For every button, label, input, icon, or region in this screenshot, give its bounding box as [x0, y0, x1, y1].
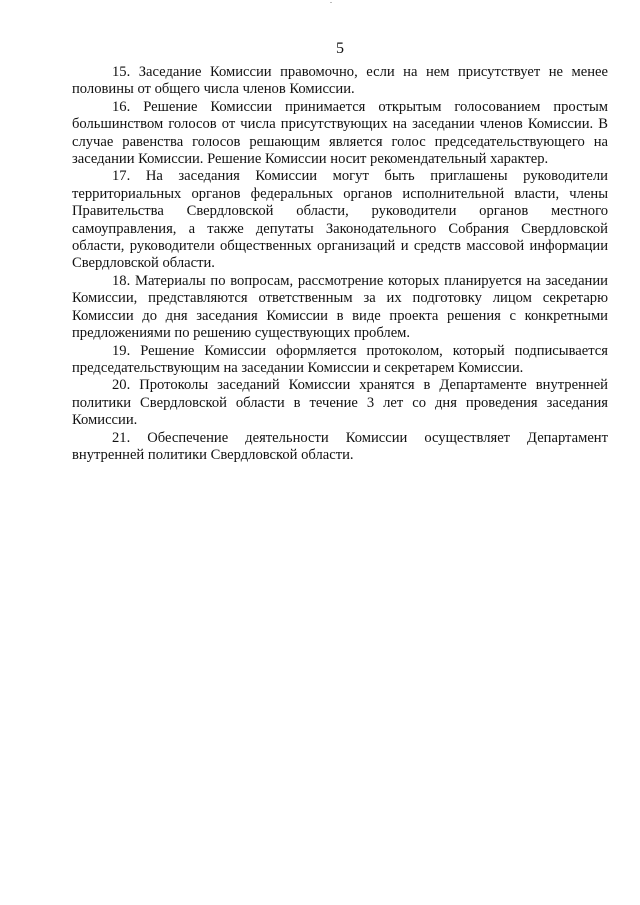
page-number: 5	[336, 40, 344, 57]
paragraph-15: 15. Заседание Комиссии правомочно, если на нем присутствует не менее половины от общего числа членов Комиссии.	[72, 64, 608, 98]
paragraph-16: 16. Решение Комиссии принимается открытым голосованием простым большинством голосов от числа присутствующих на заседании членов Комиссии. В случае равенства голосов решающим является голос председательствующего на заседании Комиссии. Решение Комиссии носит рекомендательный характер.	[72, 98, 608, 168]
scan-mark	[330, 2, 332, 3]
document-body	[72, 64, 608, 464]
paragraph-18: 18. Материалы по вопросам, рассмотрение которых планируется на заседании Комиссии, представляются ответственным за их подготовку лицом секретарю Комиссии до дня заседания Комиссии в виде проекта решения с конкретными предложениями по решению существующих проблем.	[72, 272, 608, 342]
paragraph-17: 17. На заседания Комиссии могут быть приглашены руководители территориальных органов федеральных органов исполнительной власти, члены Правительства Свердловской области, руководители органов местного самоуправления, а также депутаты Законодательного Собрания Свердловской области, руководители общественных организаций и средств массовой информации Свердловской области.	[72, 168, 608, 272]
paragraph-21: 21. Обеспечение деятельности Комиссии осуществляет Департамент внутренней политики Свердловской области.	[72, 429, 608, 463]
paragraph-19: 19. Решение Комиссии оформляется протоколом, который подписывается председательствующим на заседании Комиссии и секретарем Комиссии.	[72, 342, 608, 376]
paragraph-20: 20. Протоколы заседаний Комиссии хранятся в Департаменте внутренней политики Свердловской области в течение 3 лет со дня проведения заседания Комиссии.	[72, 377, 608, 429]
